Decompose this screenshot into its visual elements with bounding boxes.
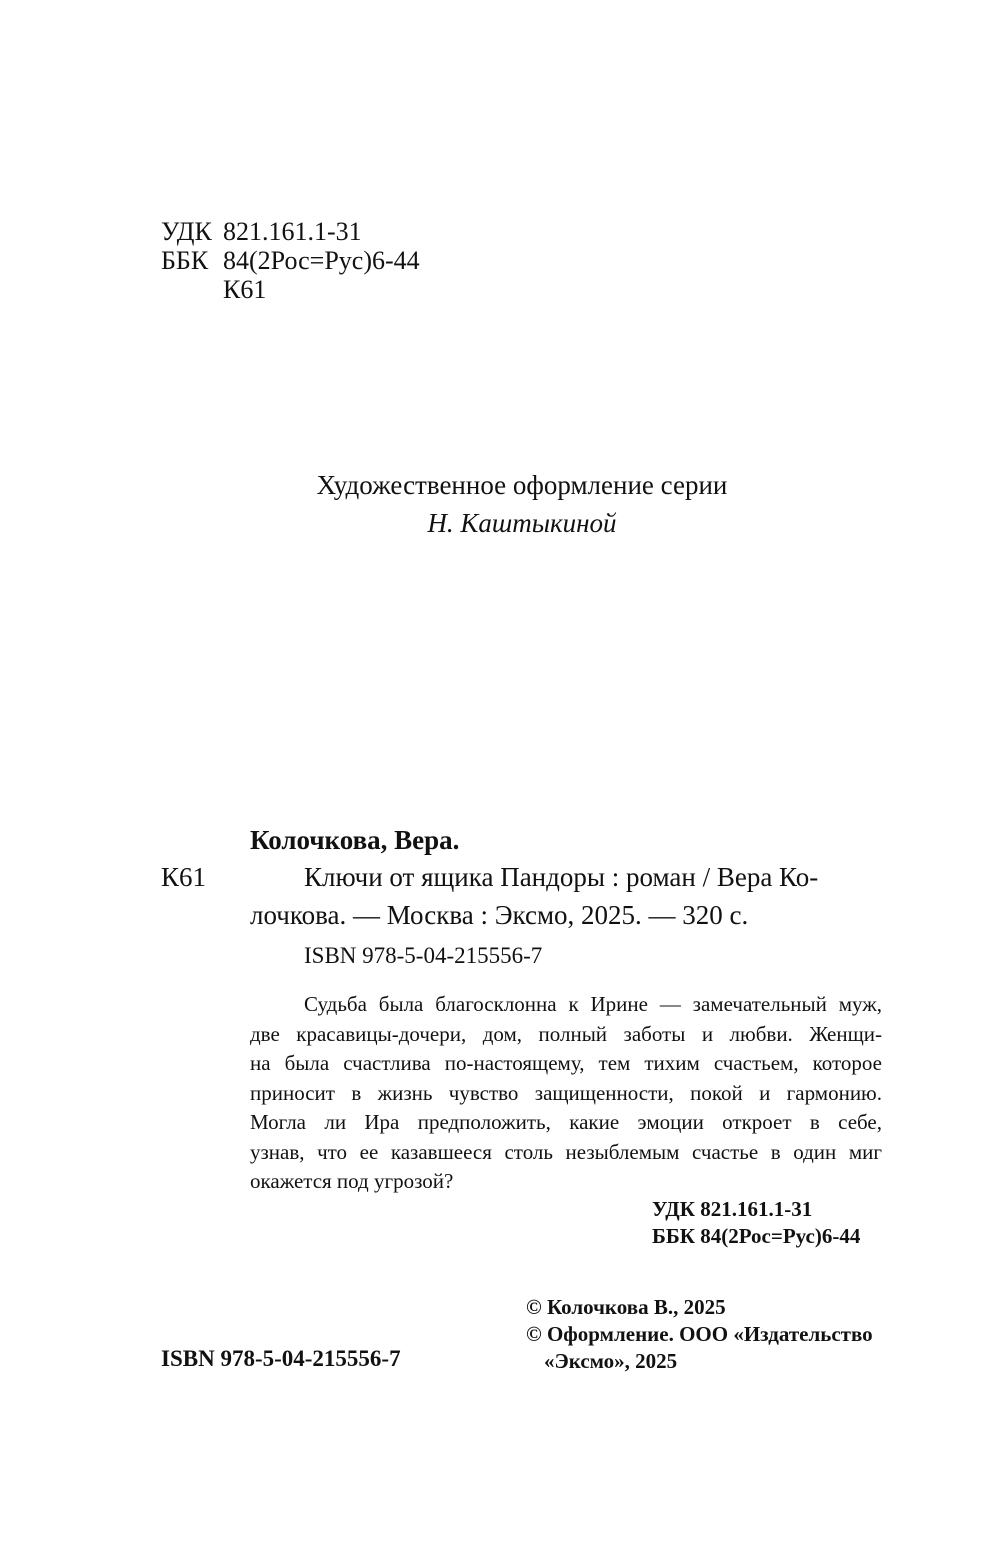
index-bbk: ББК 84(2Рос=Рус)6-44: [652, 1224, 861, 1248]
title-line-2: лочкова. — Москва : Эксмо, 2025. — 320 с.: [250, 900, 749, 930]
isbn-bottom: ISBN 978-5-04-215556-7: [161, 1346, 401, 1371]
copyright-publisher: «Эксмо», 2025: [544, 1349, 678, 1373]
isbn-inline: ISBN 978-5-04-215556-7: [304, 943, 543, 968]
author-mark-row: [161, 276, 420, 305]
bbk-row: [161, 247, 420, 276]
udk-label: УДК: [161, 217, 212, 246]
author-mark-side: К61: [161, 862, 207, 892]
annotation-line: на была счастлива по-настоящему, тем тихим счастьем, которое: [250, 1051, 882, 1075]
index-udk: УДК 821.161.1-31: [652, 1197, 813, 1221]
annotation-line: Могла ли Ира предположить, какие эмоции откроет в себе,: [250, 1110, 882, 1134]
udk-row: [161, 218, 420, 247]
annotation-line: две красавицы-дочери, дом, полный заботы и любви. Женщи-: [250, 1021, 882, 1046]
annotation: [250, 990, 882, 1197]
annotation-line: окажется под угрозой?: [250, 1169, 454, 1193]
title-line-1: Ключи от ящика Пандоры : роман / Вера Ко-: [304, 862, 819, 892]
author-heading: Колочкова, Вера.: [250, 825, 460, 855]
design-credit-role: Художественное оформление серии: [316, 470, 728, 500]
bbk-value: 84(2Рос=Рус)6-44: [223, 246, 420, 275]
copyright-author: © Колочкова В., 2025: [526, 1295, 726, 1319]
udk-value: 821.161.1-31: [223, 217, 362, 246]
annotation-line: узнав, что ее казавшееся столь незыблемым счастье в один миг: [250, 1139, 882, 1164]
copyright-design: © Оформление. ООО «Издательство: [526, 1322, 873, 1346]
annotation-line: приносит в жизнь чувство защищенности, покой и гармонию.: [250, 1080, 882, 1105]
classification-block: [161, 218, 420, 305]
design-credit-name: Н. Каштыкиной: [427, 508, 617, 538]
bbk-label: ББК: [161, 246, 209, 275]
annotation-line: Судьба была благосклонна к Ирине — замечательный муж,: [304, 992, 882, 1016]
author-mark: К61: [223, 275, 267, 304]
